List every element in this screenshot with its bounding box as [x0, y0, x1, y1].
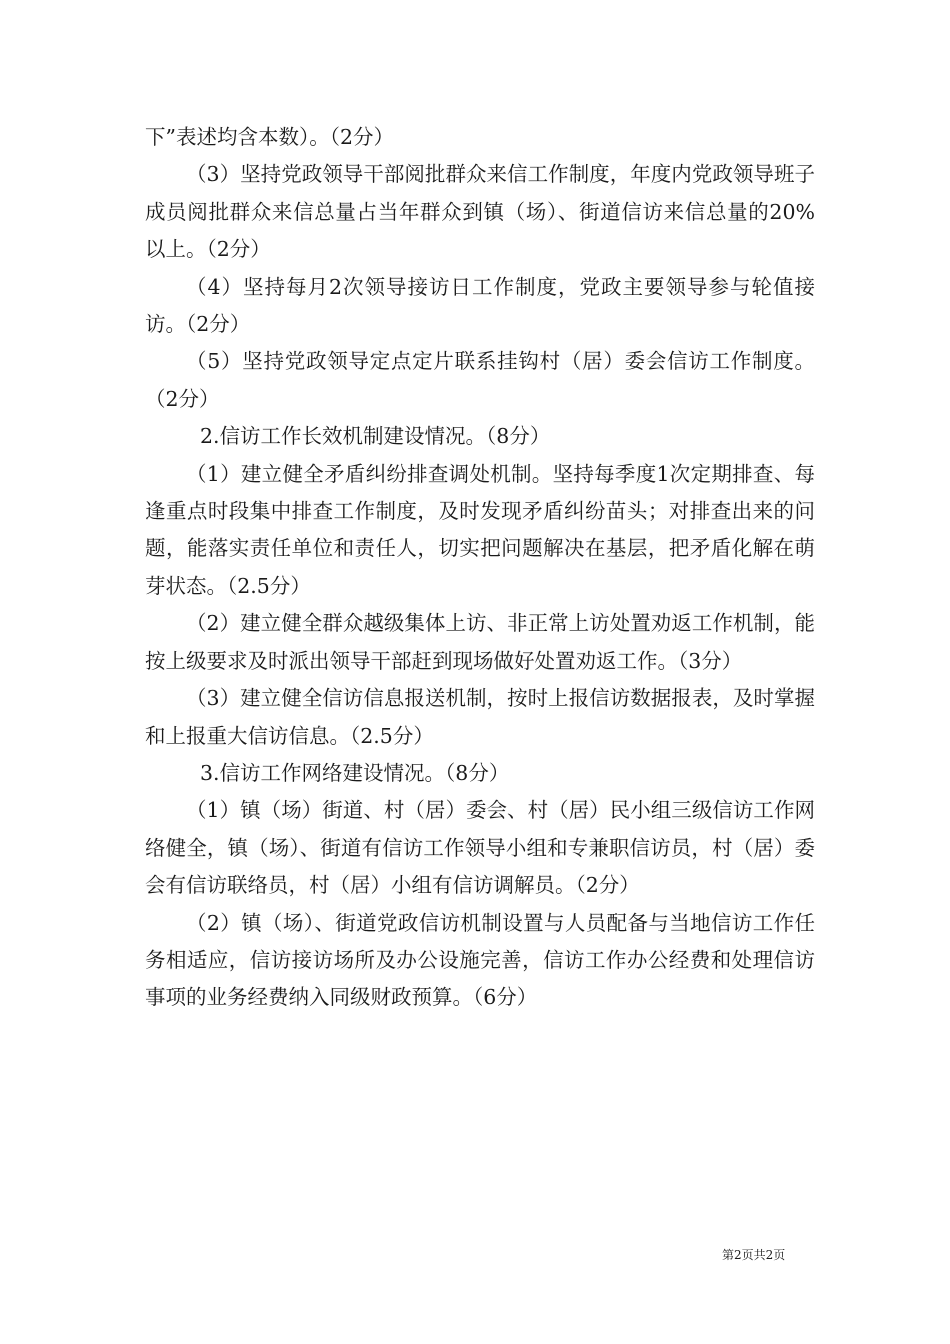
paragraph-item-4: （4）坚持每月2次领导接访日工作制度，党政主要领导参与轮值接访。（2分）	[145, 274, 815, 337]
paragraph-item-5: （5）坚持党政领导定点定片联系挂钩村（居）委会信访工作制度。（2分）	[145, 349, 815, 411]
page-number-footer: 第2页共2页	[722, 1248, 786, 1262]
section-heading-2: 2.信访工作长效机制建设情况。（8分）	[200, 424, 551, 449]
paragraph-item-2b: （2）镇（场）、街道党政信访机制设置与人员配备与当地信访工作任务相适应，信访接访场所及办公设施完善，信访工作办公经费和处理信访事项的业务经费纳入同级财政预算。（6分）	[145, 910, 815, 1010]
document-body	[145, 119, 815, 1017]
paragraph-item-2: （2）建立健全群众越级集体上访、非正常上访处置劝返工作机制，能按上级要求及时派出领导干部赶到现场做好处置劝返工作。（3分）	[145, 611, 815, 673]
paragraph-item-1: （1）建立健全矛盾纠纷排查调处机制。坚持每季度1次定期排查、每逢重点时段集中排查工作制度，及时发现矛盾纠纷苗头；对排查出来的问题，能落实责任单位和责任人，切实把问题解决在基层，把矛盾化解在萌芽状态。（2.5分）	[145, 461, 815, 598]
paragraph-item-3: （3）坚持党政领导干部阅批群众来信工作制度，年度内党政领导班子成员阅批群众来信总量占当年群众到镇（场）、街道信访来信总量的20%以上。（2分）	[145, 162, 815, 262]
paragraph-item-3b: （3）建立健全信访信息报送机制，按时上报信访数据报表，及时掌握和上报重大信访信息。（2.5分）	[145, 686, 815, 748]
paragraph-continuation: 下”表述均含本数）。（2分）	[145, 125, 395, 149]
section-heading-3: 3.信访工作网络建设情况。（8分）	[200, 760, 510, 785]
paragraph-item-1b: （1）镇（场）街道、村（居）委会、村（居）民小组三级信访工作网络健全，镇（场）、街道有信访工作领导小组和专兼职信访员，村（居）委会有信访联络员，村（居）小组有信访调解员。（2分）	[145, 798, 815, 898]
